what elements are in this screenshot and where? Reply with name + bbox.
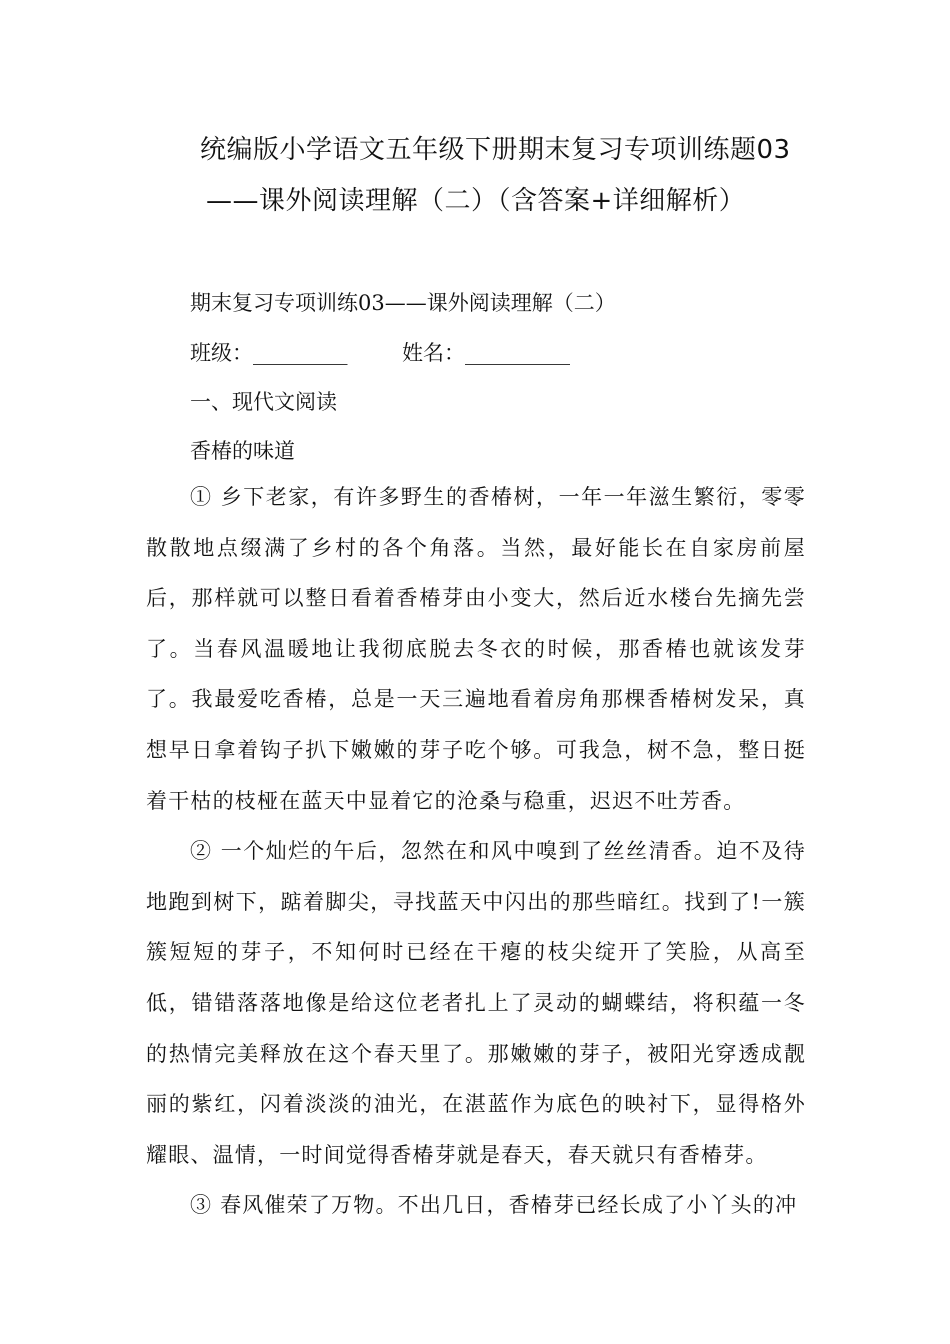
paragraph-1: ① 乡下老家，有许多野生的香椿树，一年一年滋生繁衍，零零散散地点缀满了乡村的各个角落。当然，最好能长在自家房前屋后，那样就可以整日看着香椿芽由小变大，然后近水楼台先摘先尝了。当春风温暖地让我彻底脱去冬衣的时候，那香椿也就该发芽了。我最爱吃香椿，总是一天三遍地看着房角那棵香椿树发呆，真想早日拿着钩子扒下嫩嫩的芽子吃个够。可我急，树不急，整日挺着干枯的枝桠在蓝天中显着它的沧桑与稳重，迟迟不吐芳香。 bbox=[146, 485, 806, 813]
exercise-subtitle: 期末复习专项训练03——课外阅读理解（二） bbox=[190, 291, 616, 315]
document-title-line2: ——课外阅读理解（二）（含答案+详细解析） bbox=[206, 186, 746, 216]
paragraph-3: ③ 春风催荣了万物。不出几日，香椿芽已经长成了小丫头的冲 bbox=[190, 1193, 798, 1218]
section-heading: 一、现代文阅读 bbox=[190, 390, 337, 414]
article-body bbox=[146, 472, 806, 1231]
class-field-label: 班级：_________ bbox=[190, 341, 348, 365]
document-title-line1: 统编版小学语文五年级下册期末复习专项训练题03 bbox=[200, 135, 791, 165]
name-field-label: 姓名：__________ bbox=[402, 341, 570, 365]
paragraph-2: ② 一个灿烂的午后，忽然在和风中嗅到了丝丝清香。迫不及待地跑到树下，踮着脚尖，寻找蓝天中闪出的那些暗红。找到了!一簇簇短短的芽子，不知何时已经在干瘪的枝尖绽开了笑脸，从高至低，错错落落地像是给这位老者扎上了灵动的蝴蝶结，将积蕴一冬的热情完美释放在这个春天里了。那嫩嫩的芽子，被阳光穿透成靓丽的紫红，闪着淡淡的油光，在湛蓝作为底色的映衬下，显得格外耀眼、温情，一时间觉得香椿芽就是春天，春天就只有香椿芽。 bbox=[146, 839, 806, 1167]
article-title: 香椿的味道 bbox=[190, 439, 295, 463]
